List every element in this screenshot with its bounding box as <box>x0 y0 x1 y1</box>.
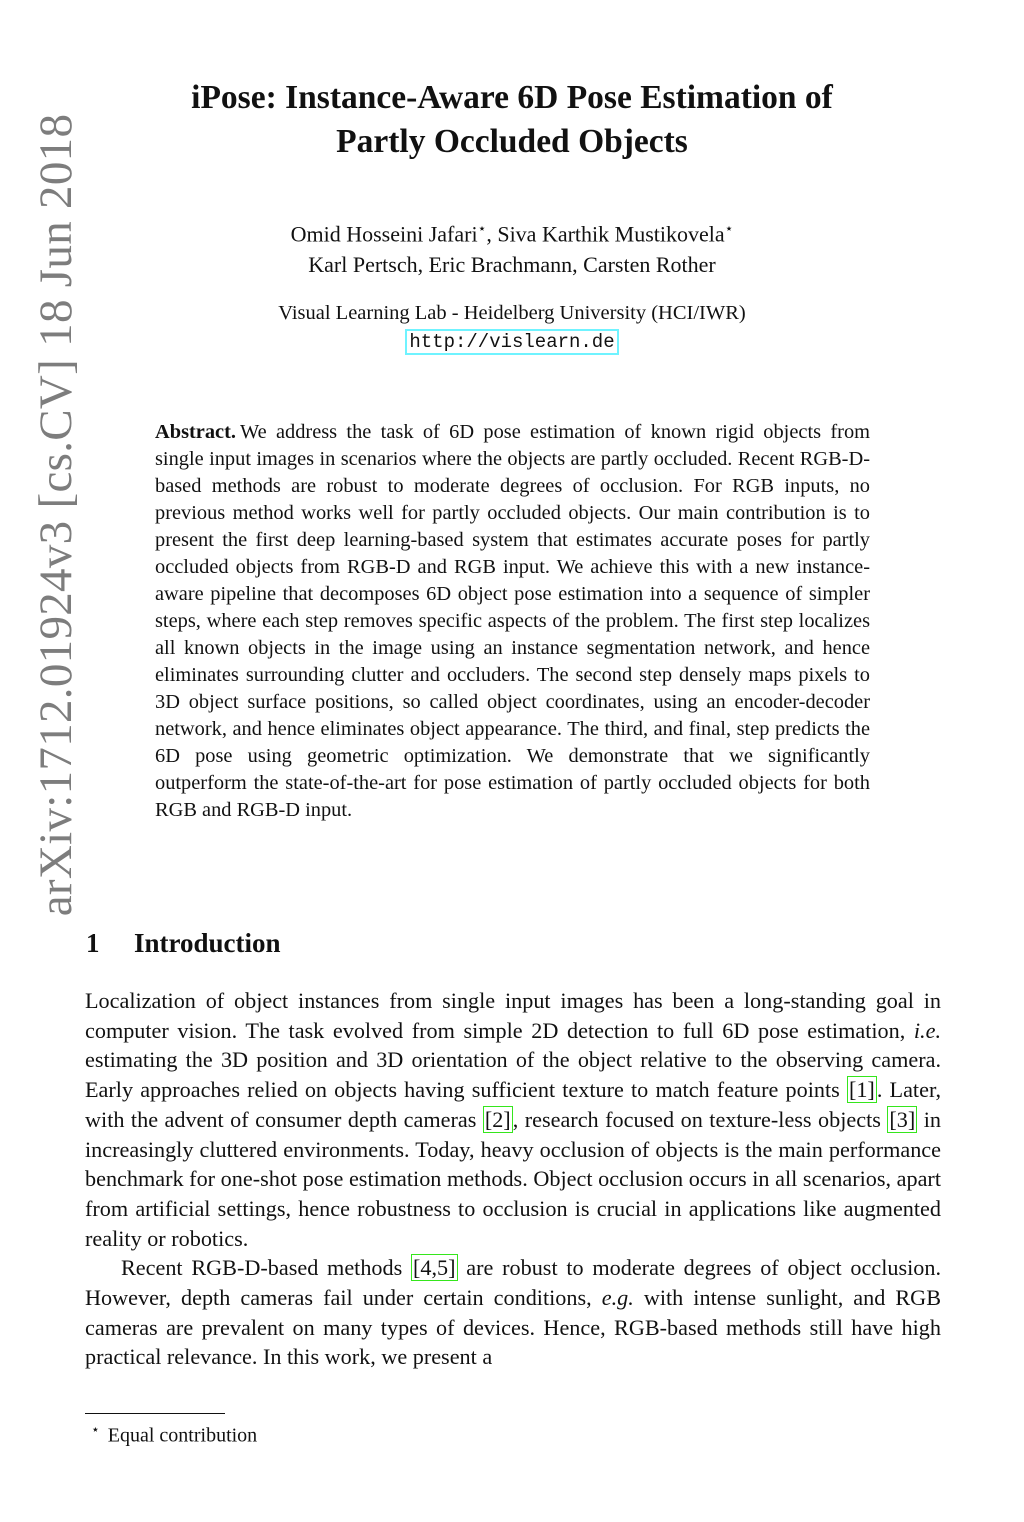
author-mustikovela: , Siva Karthik Mustikovela <box>486 221 725 247</box>
text-run: are robust to moderate degrees of object occlusion. However, depth cameras fail under certain conditions, <box>85 1255 941 1311</box>
citation-link-4-5[interactable]: [4,5] <box>413 1255 456 1281</box>
affiliation: Visual Learning Lab - Heidelberg University (HCI/IWR) <box>278 302 746 324</box>
text-run-italic: e.g. <box>601 1285 634 1311</box>
authors-line-2: Karl Pertsch, Eric Brachmann, Carsten Rother <box>308 252 716 278</box>
lab-url-link[interactable]: http://vislearn.de <box>405 329 618 355</box>
footnote-star: ⋆ <box>91 1423 100 1438</box>
paper-title <box>100 76 924 164</box>
arxiv-identifier: arXiv:1712.01924v3 [cs.CV] 18 Jun 2018 <box>30 113 82 917</box>
text-run: Localization of object instances from single input images has been a long-standing goal in computer vision. The task evolved from simple 2D detection to full 6D pose estimation, <box>85 988 941 1043</box>
citation-link-3[interactable]: [3] <box>889 1106 916 1132</box>
author-list <box>100 214 924 280</box>
abstract <box>155 419 870 824</box>
author-jafari: Omid Hosseini Jafari <box>290 221 478 247</box>
text-run: in increasingly cluttered environments. Today, heavy occlusion of objects is the main performance benchmark for one-shot pose estimation methods. Object occlusion occurs in all scenarios, apart from artificial settings, hence robustness to occlusion is crucial in applications like augmented reality or robotics. <box>85 1106 942 1251</box>
affiliation-block <box>100 299 924 355</box>
section-heading-introduction <box>86 925 586 961</box>
title-line-2: Partly Occluded Objects <box>336 123 688 160</box>
equal-contribution-star: ⋆ <box>477 222 487 237</box>
text-run: estimating the 3D position and 3D orientation of the object relative to the observing camera. Early approaches relied on objects having sufficient texture to match feature points <box>85 1047 941 1103</box>
section-number: 1 <box>86 928 100 958</box>
equal-contribution-star: ⋆ <box>724 222 734 237</box>
title-line-1: iPose: Instance-Aware 6D Pose Estimation of <box>191 79 833 116</box>
abstract-label: Abstract. <box>155 421 236 443</box>
text-run-italic: i.e. <box>913 1017 941 1043</box>
abstract-text: We address the task of 6D pose estimation of known rigid objects from single input images in scenarios where the objects are partly occluded. Recent RGB-D-based methods are robust to moderate degrees of occlusion. For RGB inputs, no previous method works well for partly occluded objects. Our main contribution is to present the first deep learning-based system that estimates accurate poses for partly occluded objects from RGB-D and RGB input. We achieve this with a new instance-aware pipeline that decomposes 6D object pose estimation into a sequence of simpler steps, where each step removes specific aspects of the problem. The first step localizes all known objects in the image using an instance segmentation network, and hence eliminates surrounding clutter and occluders. The second step densely maps pixels to 3D object surface positions, so called object coordinates, using an encoder-decoder network, and hence eliminates object appearance. The third, and final, step predicts the 6D pose using geometric optimization. We demonstrate that we significantly outperform the state-of-the-art for pose estimation of partly occluded objects for both RGB and RGB-D input. <box>155 421 870 821</box>
citation-link-2[interactable]: [2] <box>484 1106 511 1132</box>
section-title: Introduction <box>134 928 281 958</box>
citation-link-1[interactable]: [1] <box>848 1077 875 1103</box>
text-run: Recent RGB-D-based methods <box>121 1255 412 1281</box>
text-run: . Later, with the advent of consumer depth cameras <box>85 1077 941 1132</box>
intro-paragraph-2 <box>85 1253 941 1372</box>
footnote <box>85 1418 257 1449</box>
footnote-text: Equal contribution <box>107 1424 258 1447</box>
text-run: with intense sunlight, and RGB cameras are prevalent on many types of devices. Hence, RGB-based methods still have high practical relevance. In this work, we present a <box>85 1285 942 1370</box>
authors-line-1 <box>100 214 924 249</box>
introduction-body <box>85 986 941 1372</box>
footnote-divider <box>85 1413 225 1414</box>
intro-paragraph-1 <box>85 986 941 1253</box>
text-run: , research focused on texture-less objects <box>512 1106 888 1132</box>
